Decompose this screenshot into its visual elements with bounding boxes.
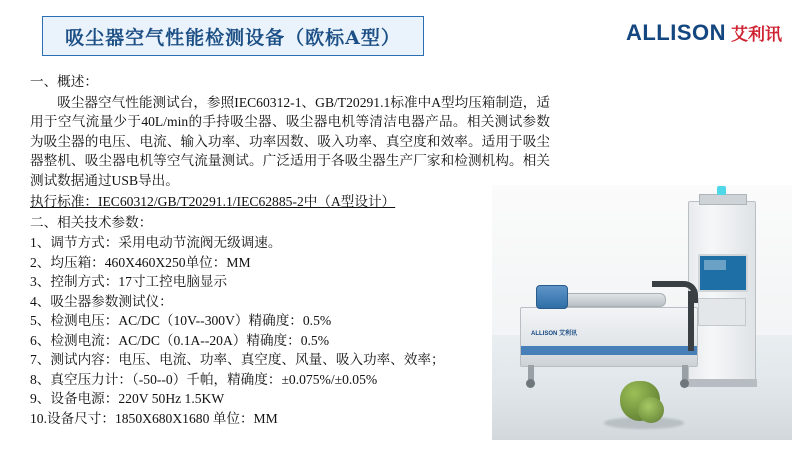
document-body	[30, 72, 550, 428]
test-bench	[520, 307, 698, 367]
hose-drop	[688, 291, 694, 351]
page-title: 吸尘器空气性能检测设备（欧标A型）	[65, 26, 401, 49]
brand-logo	[626, 20, 782, 46]
floor-object-secondary	[638, 397, 664, 423]
control-panel	[698, 298, 746, 326]
list-item: 2、均压箱：460X460X250单位：MM	[30, 254, 251, 270]
cabinet-base	[685, 379, 757, 387]
bench-wheel	[526, 379, 535, 388]
bench-stripe	[521, 346, 697, 355]
overview-heading: 一、概述：	[30, 74, 98, 89]
list-item: 8、真空压力计：（-50--0）千帕，精确度：±0.075%/±0.05%	[30, 371, 378, 387]
page-title-box	[42, 16, 424, 56]
vacuum-motor	[536, 285, 568, 309]
list-item: 1、调节方式：采用电动节流阀无级调速。	[30, 235, 282, 250]
params-heading: 二、相关技术参数：	[30, 214, 153, 230]
spec-list	[30, 233, 550, 428]
control-screen	[698, 254, 748, 292]
brand-name-en: ALLISON	[625, 20, 726, 45]
cabinet-top	[699, 194, 747, 205]
list-item: 6、检测电流：AC/DC（0.1A--20A）精确度：0.5%	[30, 332, 330, 348]
list-item: 7、测试内容：电压、电流、功率、真空度、风量、吸入功率、效率；	[30, 352, 445, 367]
bench-wheel	[680, 379, 689, 388]
standard-line: 执行标准：IEC60312/GB/T20291.1/IEC62885-2中（A型设计）	[30, 194, 396, 209]
control-cabinet	[688, 201, 756, 383]
indicator-light-icon	[717, 186, 726, 195]
bench-logo: ALLISON 艾利讯	[531, 331, 577, 337]
brand-name-cn: 艾利讯	[731, 25, 782, 45]
overview-paragraph: 吸尘器空气性能测试台，参照IEC60312-1、GB/T20291.1标准中A型均压箱制造，适用于空气流量少于40L/min的手持吸尘器、吸尘器电机等清洁电器产品。相关测试参数为吸尘器的电压、电流、输入功率、功率因数、吸入功率、真空度和效率。适用于吸尘器整机、吸尘器电机等空气流量测试。广泛适用于各吸尘器生产厂家和检测机构。相关测试数据通过USB导出。	[30, 94, 550, 188]
list-item: 10.设备尺寸：1850X680X1680 单位：MM	[30, 410, 278, 426]
equipment-photo	[492, 185, 792, 440]
list-item: 9、设备电源：220V 50Hz 1.5KW	[30, 391, 225, 406]
list-item: 4、吸尘器参数测试仪：	[30, 293, 173, 309]
list-item: 5、检测电压：AC/DC（10V--300V）精确度：0.5%	[30, 313, 332, 328]
list-item: 3、控制方式：17寸工控电脑显示	[30, 274, 228, 289]
